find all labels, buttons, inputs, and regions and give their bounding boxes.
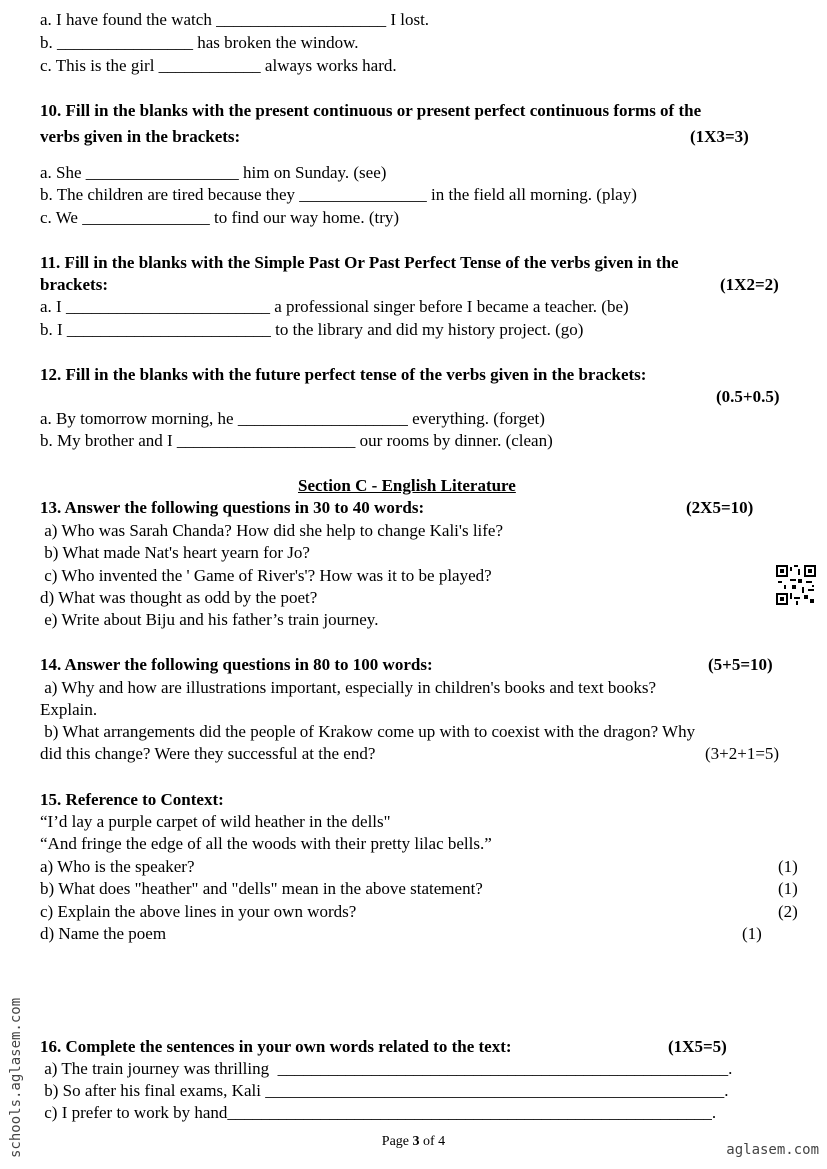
q14-title: 14. Answer the following questions in 80 to 100 words: <box>40 655 433 674</box>
q11-item-a: a. I ________________________ a professional singer before I became a teacher. (be) <box>40 297 629 316</box>
q14-marks: (5+5=10) <box>708 655 773 674</box>
q10-title-line1: 10. Fill in the blanks with the present continuous or present perfect continuous forms of the <box>40 101 702 120</box>
q13-item-d: d) What was thought as odd by the poet? <box>40 588 318 607</box>
q14-b-marks: (3+2+1=5) <box>705 744 780 763</box>
q15-item-d: d) Name the poem <box>40 924 167 943</box>
q12-marks: (0.5+0.5) <box>716 387 780 406</box>
q10-item-c: c. We _______________ to find our way home. (try) <box>40 208 400 227</box>
q10-item-a: a. She __________________ him on Sunday. (see) <box>40 163 387 182</box>
q12-title: 12. Fill in the blanks with the future perfect tense of the verbs given in the brackets: <box>40 365 647 384</box>
q10-item-b: b. The children are tired because they _______________ in the field all morning. (play) <box>40 185 637 204</box>
qr-code-icon <box>776 565 816 605</box>
q15-item-d-marks: (1) <box>742 924 762 943</box>
q14-a-line1: a) Why and how are illustrations important, especially in children's books and text books? <box>40 678 657 697</box>
q12-item-a: a. By tomorrow morning, he ____________________ everything. (forget) <box>40 409 545 428</box>
q11-title-line2: brackets: <box>40 275 108 294</box>
q12-item-b: b. My brother and I _____________________ our rooms by dinner. (clean) <box>40 431 553 450</box>
q13-title: 13. Answer the following questions in 30 to 40 words: <box>40 498 425 517</box>
q10-title-line2: verbs given in the brackets: <box>40 127 241 146</box>
q13-item-e: e) Write about Biju and his father’s train journey. <box>40 610 379 629</box>
q15-item-b: b) What does "heather" and "dells" mean in the above statement? <box>40 879 483 898</box>
q16-item-c: c) I prefer to work by hand_________________________________________________________. <box>40 1103 717 1122</box>
page-current: 3 <box>412 1134 420 1149</box>
q15-item-a-marks: (1) <box>778 857 798 876</box>
q15-item-b-marks: (1) <box>778 879 798 898</box>
side-watermark: schools.aglasem.com <box>8 997 24 1158</box>
q15-title: 15. Reference to Context: <box>40 790 224 809</box>
q16-marks: (1X5=5) <box>668 1037 727 1056</box>
corner-watermark: aglasem.com <box>726 1142 819 1158</box>
q13-item-a: a) Who was Sarah Chanda? How did she help to change Kali's life? <box>40 521 504 540</box>
q11-marks: (1X2=2) <box>720 275 779 294</box>
q9-item-b: b. ________________ has broken the window. <box>40 33 359 52</box>
q16-item-a: a) The train journey was thrilling _____________________________________________________. <box>40 1059 733 1078</box>
q11-title-line1: 11. Fill in the blanks with the Simple Past Or Past Perfect Tense of the verbs given in the <box>40 253 679 272</box>
page-prefix: Page <box>381 1134 413 1149</box>
q13-item-b: b) What made Nat's heart yearn for Jo? <box>40 543 310 562</box>
q10-marks: (1X3=3) <box>690 127 749 146</box>
q14-b-line1: b) What arrangements did the people of Krakow come up with to coexist with the dragon? Why <box>40 722 696 741</box>
q15-item-c: c) Explain the above lines in your own words? <box>40 902 357 921</box>
q9-item-c: c. This is the girl ____________ always works hard. <box>40 56 397 75</box>
q15-item-c-marks: (2) <box>778 902 798 921</box>
q15-quote-line1: “I’d lay a purple carpet of wild heather in the dells" <box>40 812 391 831</box>
q16-item-b: b) So after his final exams, Kali ______________________________________________________. <box>40 1081 729 1100</box>
q9-item-a: a. I have found the watch ____________________ I lost. <box>40 10 430 29</box>
q13-item-c: c) Who invented the ' Game of River's'? How was it to be played? <box>40 566 492 585</box>
page-footer <box>0 1134 827 1150</box>
q16-title: 16. Complete the sentences in your own words related to the text: <box>40 1037 512 1056</box>
section-c-heading: Section C - English Literature <box>298 476 516 495</box>
q13-marks: (2X5=10) <box>686 498 754 517</box>
q11-item-b: b. I ________________________ to the library and did my history project. (go) <box>40 320 584 339</box>
q14-a-line2: Explain. <box>40 700 98 719</box>
q14-b-line2: did this change? Were they successful at the end? <box>40 744 376 763</box>
page-suffix: of 4 <box>419 1134 446 1149</box>
q15-item-a: a) Who is the speaker? <box>40 857 195 876</box>
q15-quote-line2: “And fringe the edge of all the woods with their pretty lilac bells.” <box>40 834 492 853</box>
